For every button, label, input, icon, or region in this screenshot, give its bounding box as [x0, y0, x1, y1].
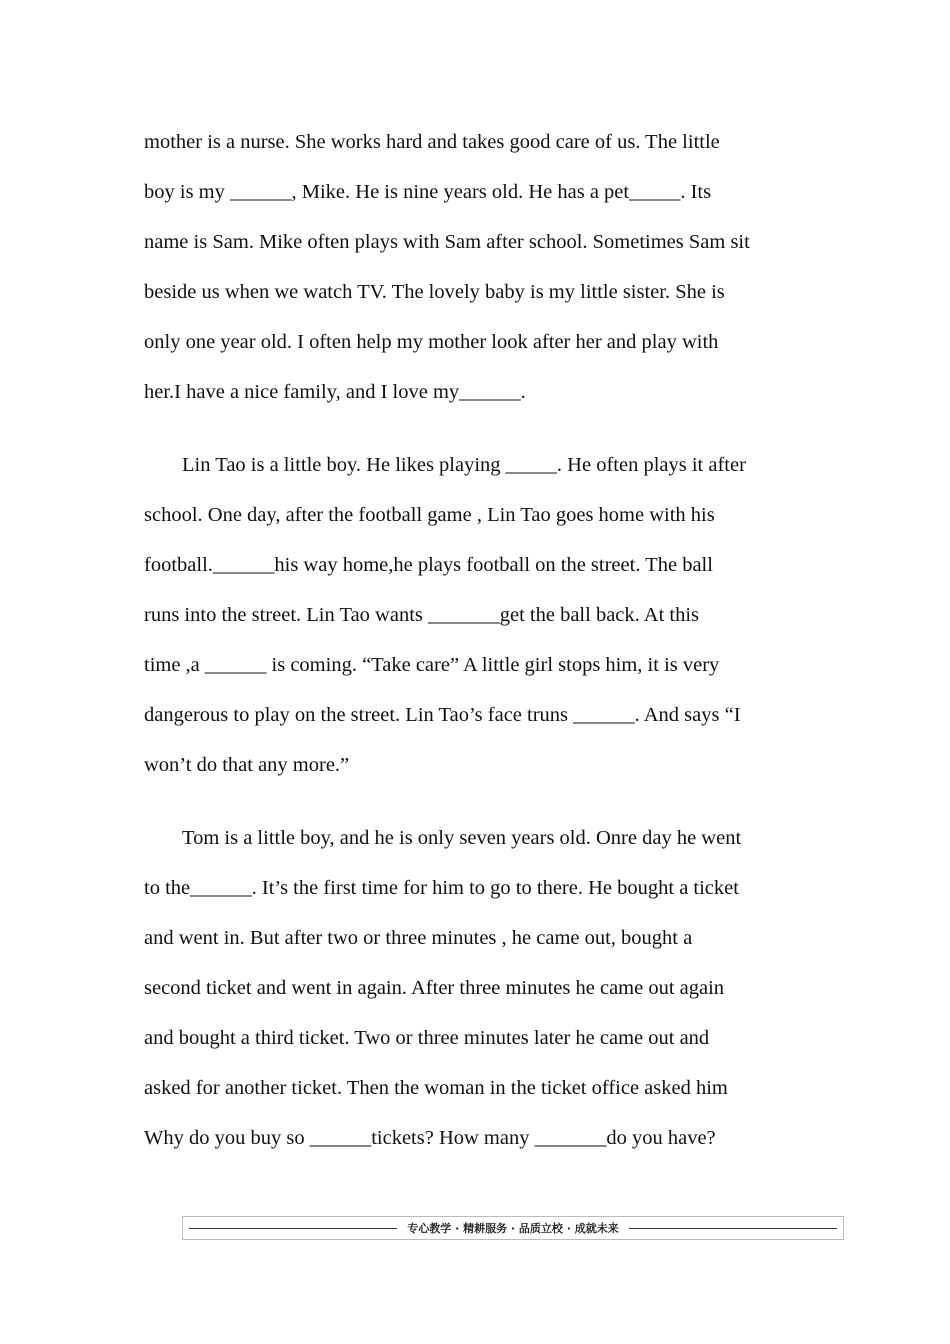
- passage-line: dangerous to play on the street. Lin Tao’s face truns ______. And says “I: [144, 704, 741, 726]
- passage-line: football.______his way home,he plays football on the street. The ball: [144, 554, 713, 576]
- passage-line: won’t do that any more.”: [144, 754, 350, 776]
- passage-line: runs into the street. Lin Tao wants _______get the ball back. At this: [144, 604, 700, 626]
- footer-rule-left: [189, 1228, 397, 1229]
- passage-line: name is Sam. Mike often plays with Sam after school. Sometimes Sam sit: [144, 231, 750, 253]
- passage-line: Lin Tao is a little boy. He likes playing _____. He often plays it after: [182, 454, 746, 476]
- footer-rule-right: [629, 1228, 837, 1229]
- passage-line: beside us when we watch TV. The lovely baby is my little sister. She is: [144, 281, 725, 303]
- footer-motto-bar: [182, 1216, 844, 1240]
- passage-line: to the______. It’s the first time for him to go to there. He bought a ticket: [144, 877, 739, 899]
- passage-line: only one year old. I often help my mother look after her and play with: [144, 331, 719, 353]
- passage-line: mother is a nurse. She works hard and takes good care of us. The little: [144, 131, 720, 153]
- passage-line: second ticket and went in again. After three minutes he came out again: [144, 977, 725, 999]
- passage-line: her.I have a nice family, and I love my______.: [144, 381, 526, 403]
- passage-line: Why do you buy so ______tickets? How many _______do you have?: [144, 1127, 716, 1149]
- passage-line: school. One day, after the football game , Lin Tao goes home with his: [144, 504, 715, 526]
- passage-line: asked for another ticket. Then the woman in the ticket office asked him: [144, 1077, 728, 1099]
- passage-line: and went in. But after two or three minutes , he came out, bought a: [144, 927, 693, 949]
- passage-line: boy is my ______, Mike. He is nine years old. He has a pet_____. Its: [144, 181, 712, 203]
- passage-line: time ,a ______ is coming. “Take care” A little girl stops him, it is very: [144, 654, 720, 676]
- footer-motto: 专心教学 · 精耕服务 · 品质立校 · 成就未来: [407, 1222, 619, 1235]
- passage-line: and bought a third ticket. Two or three minutes later he came out and: [144, 1027, 710, 1049]
- passage-line: Tom is a little boy, and he is only seven years old. Onre day he went: [182, 827, 742, 849]
